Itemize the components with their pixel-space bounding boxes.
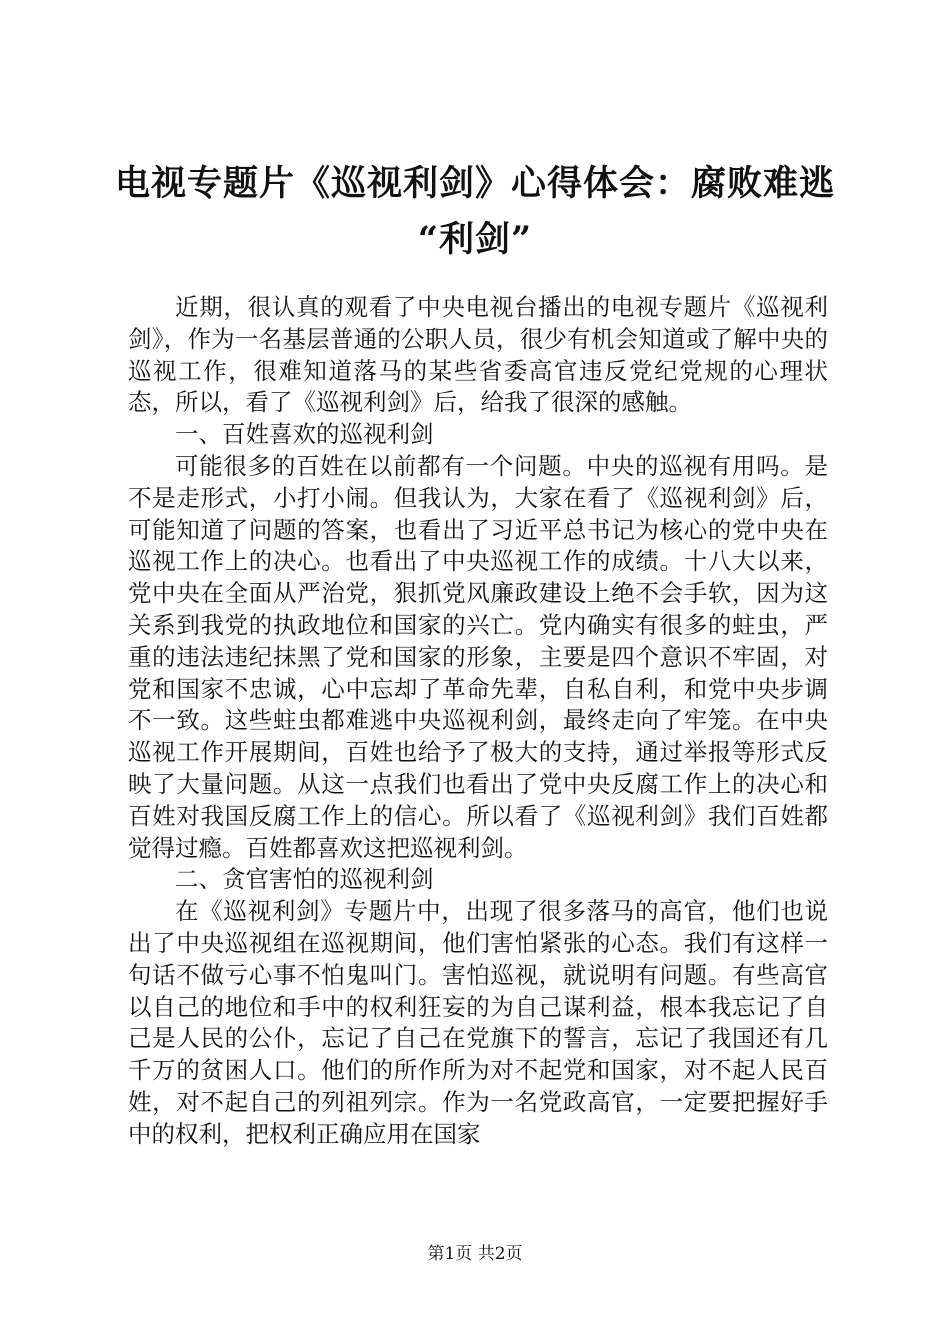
section-heading-2: 二、贪官害怕的巡视利剑 <box>175 865 434 894</box>
page-footer: 第1页 共2页 <box>427 1244 523 1264</box>
section-heading-1: 一、百姓喜欢的巡视利剑 <box>175 420 434 449</box>
paragraph-intro: 近期，很认真的观看了中央电视台播出的电视专题片《巡视利剑》，作为一名基层普通的公职人员，很少有机会知道或了解中央的巡视工作，很难知道落马的某些省委高官违反党纪党规的心理状态，所以，看了《巡视利剑》后，给我了很深的感触。 <box>128 293 828 417</box>
document-body <box>128 292 828 1151</box>
paragraph-section-2: 在《巡视利剑》专题片中，出现了很多落马的高官，他们也说出了中央巡视组在巡视期间，他们害怕紧张的心态。我们有这样一句话不做亏心事不怕鬼叫门。害怕巡视，就说明有问题。有些高官以自己的地位和手中的权利狂妄的为自己谋利益，根本我忘记了自己是人民的公仆，忘记了自己在党旗下的誓言，忘记了我国还有几千万的贫困人口。他们的所作所为对不起党和国家，对不起人民百姓，对不起自己的列祖列宗。作为一名党政高官，一定要把握好手中的权利，把权利正确应用在国家 <box>128 897 828 1148</box>
document-title-line-2: “利剑” <box>417 219 533 260</box>
paragraph-section-1: 可能很多的百姓在以前都有一个问题。中央的巡视有用吗。是不是走形式，小打小闹。但我认为，大家在看了《巡视利剑》后，可能知道了问题的答案，也看出了习近平总书记为核心的党中央在巡视工作上的决心。也看出了中央巡视工作的成绩。十八大以来，党中央在全面从严治党，狠抓党风廉政建设上绝不会手软，因为这关系到我党的执政地位和国家的兴亡。党内确实有很多的蛀虫，严重的违法违纪抹黑了党和国家的形象，主要是四个意识不牢固，对党和国家不忠诚，心中忘却了革命先辈，自私自利，和党中央步调不一致。这些蛀虫都难逃中央巡视利剑，最终走向了牢笼。在中央巡视工作开展期间，百姓也给予了极大的支持，通过举报等形式反映了大量问题。从这一点我们也看出了党中央反腐工作上的决心和百姓对我国反腐工作上的信心。所以看了《巡视利剑》我们百姓都觉得过瘾。百姓都喜欢这把巡视利剑。 <box>128 451 828 862</box>
document-title-line-1: 电视专题片《巡视利剑》心得体会：腐败难逃 <box>114 163 835 204</box>
